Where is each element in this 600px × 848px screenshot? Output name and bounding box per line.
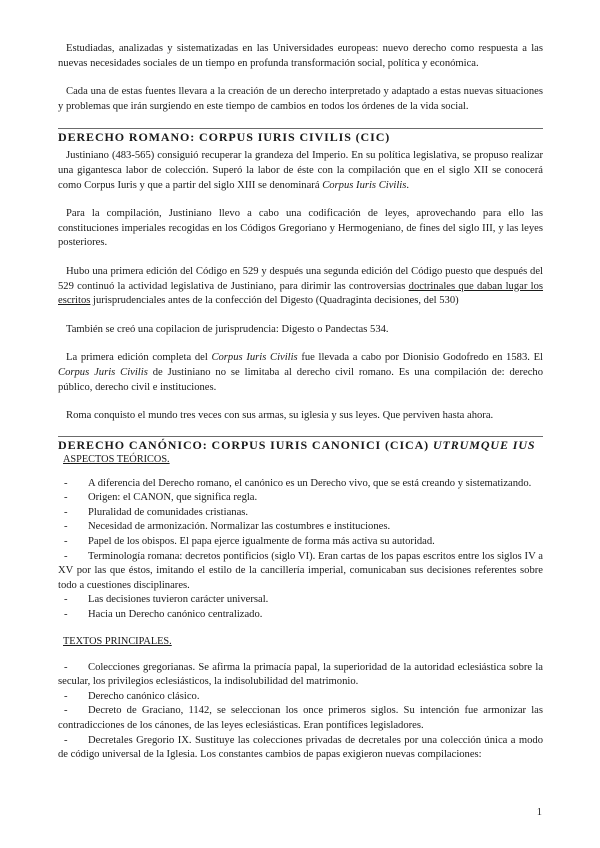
bullet-dash-icon: - bbox=[64, 594, 68, 606]
bullet-dash-icon: - bbox=[64, 521, 68, 533]
romano-p1-emphasis: Corpus Iuris Civilis bbox=[322, 179, 407, 191]
romano-p3-end: jurisprudenciales antes de la confección del Digesto (Quadraginta decisiones, del 530) bbox=[90, 295, 459, 307]
list-item: - Pluralidad de comunidades cristianas. bbox=[58, 506, 543, 521]
aspectos-list bbox=[58, 477, 543, 623]
bullet-dash-icon: - bbox=[64, 690, 68, 702]
list-item: - Terminología romana: decretos pontificios (siglo VI). Eran cartas de los papas escritos entre los siglos IV a XV por las que éstos, imitando el estilo de la cancillería imperial, comunicaban sus decisiones referentes sobre todo a cuestiones disciplinares. bbox=[58, 550, 543, 591]
romano-p1-text: Justiniano (483-565) consiguió recuperar la grandeza del Imperio. En su política legislativa, se propuso realizar una gigantesca labor de colección. Superó la labor de éste con la compilación que en el siglo XII se conocerá como Corpus Iuris y que a partir del siglo XIII se denominará bbox=[58, 150, 543, 191]
bullet-dash-icon: - bbox=[64, 550, 68, 562]
list-item: - Las decisiones tuvieron carácter universal. bbox=[58, 593, 543, 608]
section-heading-canonico bbox=[58, 436, 543, 453]
bullet-dash-icon: - bbox=[64, 477, 68, 489]
bullet-dash-icon: - bbox=[64, 492, 68, 504]
intro-paragraph-2: Cada una de estas fuentes llevara a la creación de un derecho interpretado y adaptado a estas nuevas situaciones y problemas que irán surgiendo en este tiempo de cambios en todos los órdenes de la vida social. bbox=[58, 86, 543, 112]
romano-p5-emphasis-1: Corpus Iuris Civilis bbox=[211, 352, 298, 364]
subheading-textos: TEXTOS PRINCIPALES. bbox=[63, 635, 172, 647]
bullet-dash-icon: - bbox=[64, 536, 68, 548]
page-number: 1 bbox=[536, 807, 542, 818]
bullet-dash-icon: - bbox=[64, 734, 68, 746]
section-heading-romano: DERECHO ROMANO: CORPUS IURIS CIVILIS (CIC) bbox=[58, 128, 543, 145]
romano-p5-mid: fue llevada a cabo por Dionisio Godofredo en 1583. El bbox=[297, 352, 543, 364]
list-item: - Papel de los obispos. El papa ejerce igualmente de forma más activa su autoridad. bbox=[58, 535, 543, 550]
bullet-dash-icon: - bbox=[64, 506, 68, 518]
bullet-dash-icon: - bbox=[64, 705, 68, 717]
list-item: - Colecciones gregorianas. Se afirma la primacía papal, la superioridad de la autoridad eclesiástica sobre la secular, los privilegios eclesiásticos, la indisolubilidad del matrimonio. bbox=[58, 661, 543, 688]
bullet-dash-icon: - bbox=[64, 609, 68, 621]
romano-paragraph-4: También se creó una copilacion de jurisprudencia: Digesto o Pandectas 534. bbox=[66, 323, 389, 335]
romano-p3-underlined: doctrinales que daban lugar los escritos bbox=[58, 280, 544, 307]
canonico-heading-emphasis: UTRUMQUE IUS bbox=[432, 437, 536, 452]
romano-paragraph-6: Roma conquisto el mundo tres veces con sus armas, su iglesia y sus leyes. Que perviven hasta ahora. bbox=[66, 410, 494, 422]
intro-paragraph-1: Estudiadas, analizadas y sistematizadas en las Universidades europeas: nuevo derecho como respuesta a las nuevas necesidades sociales de un tiempo en profunda transformación social, política y económica. bbox=[58, 43, 543, 69]
romano-p5-end: de Justiniano no se limitaba al derecho civil romano. Es una compilación de: derecho público, derecho civil e instituciones. bbox=[58, 366, 543, 393]
list-item: - Necesidad de armonización. Normalizar las costumbres e instituciones. bbox=[58, 520, 543, 535]
romano-paragraph-3 bbox=[58, 265, 543, 309]
romano-paragraph-5 bbox=[58, 351, 543, 395]
list-item: - Hacia un Derecho canónico centralizado. bbox=[58, 608, 543, 623]
list-item: - A diferencia del Derecho romano, el canónico es un Derecho vivo, que se está creando y sistematizando. bbox=[58, 477, 543, 492]
canonico-heading-text: DERECHO CANÓNICO: CORPUS IURIS CANONICI (CICA) bbox=[58, 437, 433, 452]
romano-paragraph-1 bbox=[58, 149, 543, 193]
textos-list bbox=[58, 661, 543, 763]
romano-p1-end: . bbox=[406, 179, 410, 191]
list-item: - Decreto de Graciano, 1142, se seleccionan los once primeros siglos. Su intención fue armonizar las contradicciones de los cánones, de las leyes eclesiásticas. Eran pontífices legisladores. bbox=[58, 705, 543, 731]
bullet-dash-icon: - bbox=[64, 661, 68, 673]
subheading-aspectos: ASPECTOS TEÓRICOS. bbox=[63, 453, 170, 465]
list-item: - Derecho canónico clásico. bbox=[58, 690, 543, 705]
romano-p5-text: La primera edición completa del bbox=[66, 352, 212, 364]
romano-p3-text: Hubo una primera edición del Código en 529 y después una segunda edición del Código puesto que después del 529 continuó la actividad legislativa de Justiniano, para dirimir las controversias bbox=[58, 265, 543, 292]
list-item: - Decretales Gregorio IX. Sustituye las colecciones privadas de decretales por una colección única a modo de código universal de la Iglesia. Los constantes cambios de papas exigieron nuevas compilaciones: bbox=[58, 734, 543, 761]
list-item: - Origen: el CANON, que significa regla. bbox=[58, 491, 543, 506]
romano-paragraph-2: Para la compilación, Justiniano llevo a cabo una codificación de leyes, aprovechando para ello las constituciones imperiales recogidas en los Códigos Gregoriano y Hermogeniano, de fines del siglo III, y las leyes posteriores. bbox=[58, 208, 543, 249]
romano-p5-emphasis-2: Corpus Juris Civilis bbox=[58, 366, 148, 378]
